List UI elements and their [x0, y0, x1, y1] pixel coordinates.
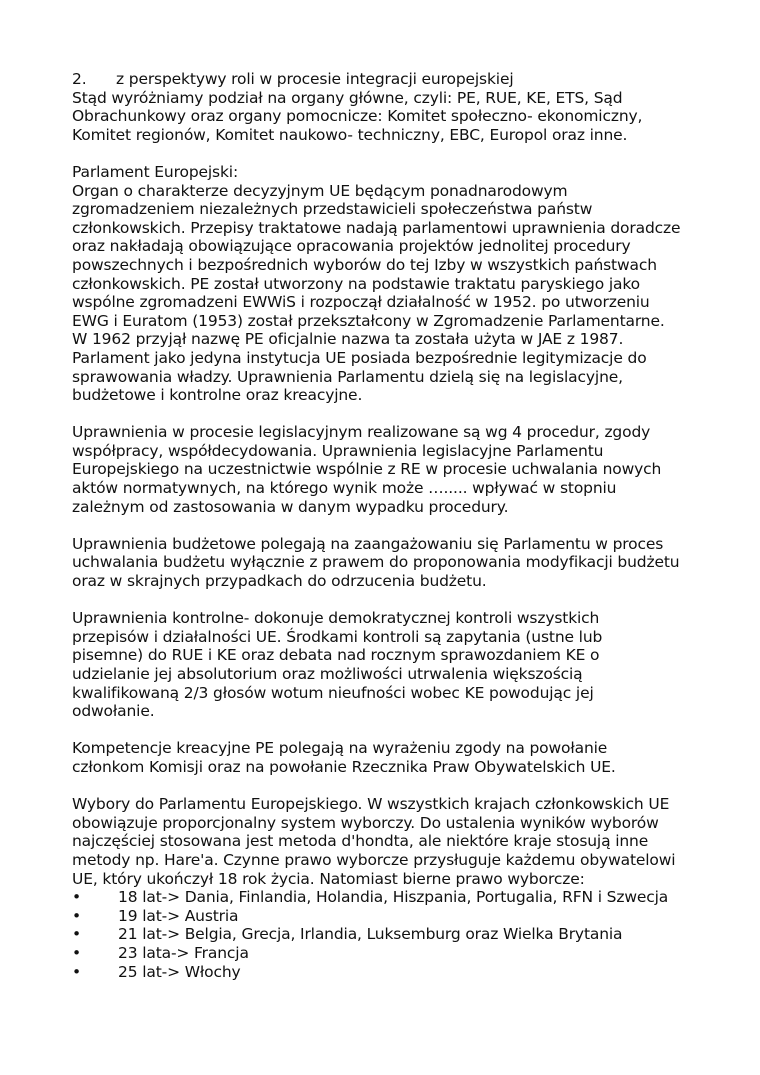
text-line: Europejskiego na uczestnictwie wspólnie z RE w procesie uchwalania nowych	[72, 460, 662, 479]
text-line: członkowskich. PE został utworzony na podstawie traktatu paryskiego jako	[72, 274, 640, 293]
bullet-icon: •	[72, 962, 81, 981]
text-line: powszechnych i bezpośrednich wyborów do tej Izby w wszystkich państwach	[72, 255, 657, 274]
kreacyjne-paragraph	[72, 739, 712, 776]
text-line: UE, który ukończył 18 rok życia. Natomiast bierne prawo wyborcze:	[72, 869, 585, 888]
text-line: sprawowania władzy. Uprawnienia Parlamentu dzielą się na legislacyjne,	[72, 367, 623, 386]
text-line: członkowskich. Przepisy traktatowe nadają parlamentowi uprawnienia doradcze	[72, 218, 681, 237]
text-line: członkom Komisji oraz na powołanie Rzecznika Praw Obywatelskich UE.	[72, 757, 616, 776]
text-line: budżetowe i kontrolne oraz kreacyjne.	[72, 386, 363, 405]
text-line: udzielanie jej absolutorium oraz możliwości utrwalenia większością	[72, 665, 583, 683]
age-bullet-list	[72, 888, 712, 981]
text-line: Komitet regionów, Komitet naukowo- techniczny, EBC, Europol oraz inne.	[72, 125, 628, 144]
list-item	[72, 888, 712, 907]
text-line: kwalifikowaną 2/3 głosów wotum nieufności wobec KE powodując jej	[72, 683, 594, 702]
text-line: oraz w skrajnych przypadkach do odrzucenia budżetu.	[72, 572, 487, 591]
text-line: Uprawnienia kontrolne- dokonuje demokratycznej kontroli wszystkich	[72, 609, 600, 628]
section-heading	[72, 70, 712, 89]
parlament-title: Parlament Europejski:	[72, 162, 239, 181]
text-line: Parlament jako jedyna instytucja UE posiada bezpośrednie legitymizacje do	[72, 348, 647, 367]
bullet-icon: •	[72, 943, 81, 962]
intro-paragraph	[72, 89, 712, 145]
list-item-text: 21 lat-> Belgia, Grecja, Irlandia, Luksemburg oraz Wielka Brytania	[118, 925, 623, 944]
list-item-text: 19 lat-> Austria	[118, 906, 239, 925]
list-item-text: 23 lata-> Francja	[118, 943, 249, 962]
list-item-text: 25 lat-> Włochy	[118, 962, 241, 981]
text-line: przepisów i działalności UE. Środkami kontroli są zapytania (ustne lub	[72, 627, 603, 646]
text-line: zgromadzeniem niezależnych przedstawicieli społeczeństwa państw	[72, 200, 593, 219]
text-line: najczęściej stosowana jest metoda d'hondta, ale niektóre kraje stosują inne	[72, 832, 649, 851]
document-page	[72, 70, 712, 981]
bullet-icon: •	[72, 906, 81, 925]
text-line: Organ o charakterze decyzyjnym UE będącym ponadnarodowym	[72, 181, 568, 200]
text-line: Uprawnienia budżetowe polegają na zaangażowaniu się Parlamentu w proces	[72, 534, 664, 553]
text-line: metody np. Hare'a. Czynne prawo wyborcze przysługuje każdemu obywatelowi	[72, 850, 676, 869]
list-item	[72, 944, 712, 963]
text-line: Obrachunkowy oraz organy pomocnicze: Komitet społeczno- ekonomiczny,	[72, 107, 643, 126]
list-item-text: 18 lat-> Dania, Finlandia, Holandia, Hiszpania, Portugalia, RFN i Szwecja	[118, 888, 669, 907]
parlament-paragraph	[72, 182, 712, 405]
budzetowe-paragraph	[72, 535, 712, 591]
list-item	[72, 907, 712, 926]
list-item	[72, 963, 712, 982]
text-line: Stąd wyróżniamy podział na organy główne, czyli: PE, RUE, KE, ETS, Sąd	[72, 88, 623, 107]
bullet-icon: •	[72, 888, 81, 907]
text-line: EWG i Euratom (1953) został przekształcony w Zgromadzenie Parlamentarne.	[72, 311, 665, 330]
text-line: współpracy, współdecydowania. Uprawnienia legislacyjne Parlamentu	[72, 441, 604, 460]
text-line: aktów normatywnych, na którego wynik może …..... wpływać w stopniu	[72, 479, 617, 498]
text-line: wspólne zgromadzeni EWWiS i rozpoczął działalność w 1952. po utworzeniu	[72, 293, 650, 312]
text-line: pisemne) do RUE i KE oraz debata nad rocznym sprawozdaniem KE o	[72, 646, 600, 665]
text-line: W 1962 przyjął nazwę PE oficjalnie nazwa ta została użyta w JAE z 1987.	[72, 330, 624, 349]
text-line: oraz nakładają obowiązujące opracowania projektów jednolitej procedury	[72, 237, 631, 256]
bullet-icon: •	[72, 925, 81, 944]
wybory-paragraph	[72, 795, 712, 888]
text-line: uchwalania budżetu wyłącznie z prawem do proponowania modyfikacji budżetu	[72, 553, 680, 572]
text-line: zależnym od zastosowania w danym wypadku procedury.	[72, 497, 509, 516]
text-line: Wybory do Parlamentu Europejskiego. W wszystkich krajach członkowskich UE	[72, 795, 670, 814]
legislacyjne-paragraph	[72, 423, 712, 516]
kontrolne-paragraph	[72, 609, 712, 721]
text-line: Kompetencje kreacyjne PE polegają na wyrażeniu zgody na powołanie	[72, 739, 608, 758]
section-number: 2.	[72, 70, 87, 88]
text-line: Uprawnienia w procesie legislacyjnym realizowane są wg 4 procedur, zgody	[72, 423, 651, 442]
text-line: obowiązuje proporcjonalny system wyborczy. Do ustalenia wyników wyborów	[72, 813, 659, 832]
list-item	[72, 925, 712, 944]
text-line: odwołanie.	[72, 702, 155, 721]
section-heading-text: z perspektywy roli w procesie integracji europejskiej	[116, 70, 514, 88]
